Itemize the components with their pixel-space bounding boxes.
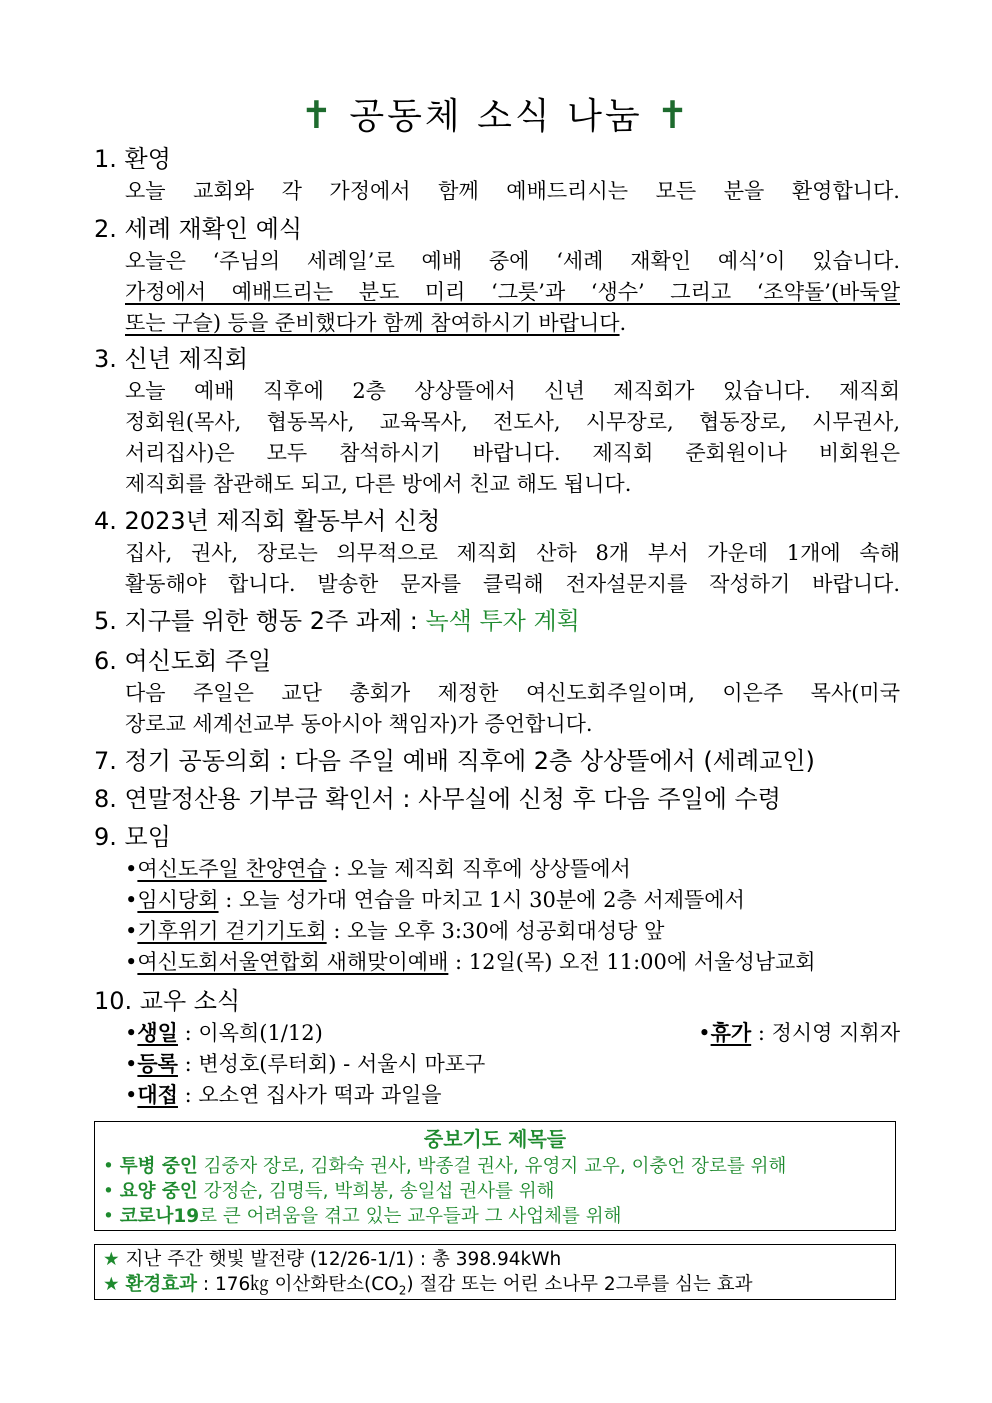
section-heading: 1. 환영 xyxy=(94,145,171,173)
meeting-name: 여신도주일 찬양연습 xyxy=(137,857,327,881)
section-body-line xyxy=(94,308,900,339)
meeting-detail: : 오늘 성가대 연습을 마치고 1시 30분에 2층 서제뜰에서 xyxy=(218,888,745,912)
prayer-box xyxy=(94,1121,896,1231)
section-heading xyxy=(94,604,900,638)
solar-text: ) 절감 또는 어린 소나무 2그루를 심는 효과 xyxy=(406,1274,753,1295)
vacation-item: •휴가 : 정시영 지휘자 xyxy=(698,1021,900,1045)
section-welcome xyxy=(94,142,900,207)
meeting-name: 임시당회 xyxy=(137,888,219,912)
section-donation-receipt xyxy=(94,782,900,816)
prayer-item-text: 로 큰 어려움을 겪고 있는 교우들과 그 사업체를 위해 xyxy=(199,1206,622,1227)
section-heading: 9. 모임 xyxy=(94,823,171,851)
meeting-item: •여신도주일 찬양연습 : 오늘 제직회 직후에 상상뜰에서 xyxy=(125,857,631,881)
prayer-item: • 요양 중인 강정순, 김명득, 박희봉, 송일섭 권사를 위해 xyxy=(103,1181,555,1202)
subscript: 2 xyxy=(398,1283,407,1298)
page-title xyxy=(0,88,992,139)
section-body-line: 정회원(목사, 협동목사, 교육목사, 전도사, 시무장로, 협동장로, 시무권사, xyxy=(125,410,900,434)
news-label: 등록 xyxy=(137,1052,178,1076)
page-title-text: 공동체 소식 나눔 xyxy=(349,96,643,137)
section-council xyxy=(94,342,900,500)
prayer-item-label: 투병 중인 xyxy=(119,1156,198,1177)
news-detail: : 정시영 지휘자 xyxy=(751,1021,900,1045)
prayer-title: 중보기도 제목들 xyxy=(423,1127,567,1151)
member-news-item: •등록 : 변성호(루터회) - 서울시 마포구 xyxy=(125,1052,486,1076)
section-baptism xyxy=(94,212,900,339)
section-women-sunday xyxy=(94,644,900,740)
prayer-item: • 투병 중인 김중자 장로, 김화숙 권사, 박종걸 권사, 유영지 교우, 이충언 장로를 위해 xyxy=(103,1156,787,1177)
meeting-detail: : 오늘 오후 3:30에 성공회대성당 앞 xyxy=(326,919,665,943)
meeting-detail: : 12일(목) 오전 11:00에 서울성남교회 xyxy=(448,950,816,974)
solar-line xyxy=(103,1247,887,1272)
section-body-line: 다음 주일은 교단 총회가 제정한 여신도회주일이며, 이은주 목사(미국 xyxy=(125,681,900,705)
star-icon: ★ xyxy=(103,1274,120,1295)
prayer-item-label: 요양 중인 xyxy=(119,1181,198,1202)
meeting-item: •여신도회서울연합회 새해맞이예배 : 12일(목) 오전 11:00에 서울성남교회 xyxy=(125,950,816,974)
member-news-item: •생일 : 이옥희(1/12) •휴가 : 정시영 지휘자 xyxy=(94,1018,900,1049)
solar-label: 환경효과 xyxy=(125,1274,197,1295)
member-news-item: •대접 : 오소연 집사가 떡과 과일을 xyxy=(125,1083,442,1107)
underlined-text: 또는 구슬) 등을 준비했다가 함께 참여하시기 바랍니다 xyxy=(125,311,620,335)
period: . xyxy=(619,311,627,335)
section-member-news xyxy=(94,984,900,1111)
section-body-line: 오늘 예배 직후에 2층 상상뜰에서 신년 제직회가 있습니다. 제직회 xyxy=(125,379,900,403)
news-detail: : 이옥희(1/12) xyxy=(177,1021,323,1045)
section-heading: 6. 여신도회 주일 xyxy=(94,647,272,675)
heading-text: 5. 지구를 위한 행동 2주 과제 : xyxy=(94,607,426,635)
news-detail: : 오소연 집사가 떡과 과일을 xyxy=(177,1083,442,1107)
cross-icon: ✝ xyxy=(300,93,336,137)
news-label: 대접 xyxy=(137,1083,178,1107)
section-body-line: 장로교 세계선교부 동아시아 책임자)가 증언합니다. xyxy=(125,712,593,736)
news-detail: : 변성호(루터회) - 서울시 마포구 xyxy=(177,1052,486,1076)
cross-icon: ✝ xyxy=(656,93,692,137)
news-label: 휴가 xyxy=(710,1021,752,1045)
section-body-line: 제직회를 참관해도 되고, 다른 방에서 친교 해도 됩니다. xyxy=(125,472,632,496)
section-body-line-underlined: 가정에서 예배드리는 분도 미리 ‘그릇’과 ‘생수’ 그리고 ‘조약돌’(바둑알 xyxy=(125,280,900,304)
meeting-item: •임시당회 : 오늘 성가대 연습을 마치고 1시 30분에 2층 서제뜰에서 xyxy=(125,888,745,912)
prayer-item-text: 김중자 장로, 김화숙 권사, 박종걸 권사, 유영지 교우, 이충언 장로를 위해 xyxy=(197,1156,787,1177)
green-highlight: 녹색 투자 계획 xyxy=(425,607,580,635)
prayer-item: • 코로나19로 큰 어려움을 겪고 있는 교우들과 그 사업체를 위해 xyxy=(103,1206,622,1227)
section-heading: 2. 세례 재확인 예식 xyxy=(94,215,303,243)
solar-box xyxy=(94,1244,896,1300)
meeting-item: •기후위기 걷기기도회 : 오늘 오후 3:30에 성공회대성당 앞 xyxy=(125,919,665,943)
section-heading: 8. 연말정산용 기부금 확인서 : 사무실에 신청 후 다음 주일에 수령 xyxy=(94,785,781,813)
section-earth-action xyxy=(94,604,900,638)
section-body-line: 오늘은 ‘주님의 세례일’로 예배 중에 ‘세례 재확인 예식’이 있습니다. xyxy=(125,249,900,273)
solar-text: : 176㎏ 이산화탄소(CO xyxy=(196,1274,399,1295)
prayer-item-label: 코로나19 xyxy=(119,1206,200,1227)
meeting-detail: : 오늘 제직회 직후에 상상뜰에서 xyxy=(326,857,631,881)
section-body-line: 서리집사)은 모두 참석하시기 바랍니다. 제직회 준회원이나 비회원은 xyxy=(125,441,900,465)
section-body: 오늘 교회와 각 가정에서 함께 예배드리시는 모든 분을 환영합니다. xyxy=(125,179,900,203)
section-heading: 4. 2023년 제직회 활동부서 신청 xyxy=(94,507,441,535)
section-body-line: 활동해야 합니다. 발송한 문자를 클릭해 전자설문지를 작성하기 바랍니다. xyxy=(125,572,900,596)
solar-line xyxy=(103,1272,887,1304)
star-icon: ★ xyxy=(103,1249,120,1270)
section-heading: 10. 교우 소식 xyxy=(94,987,241,1015)
section-assembly xyxy=(94,744,900,778)
solar-text: 지난 주간 햇빛 발전량 (12/26-1/1) : 총 398.94kWh xyxy=(119,1249,562,1270)
meeting-name: 여신도회서울연합회 새해맞이예배 xyxy=(137,950,449,974)
section-heading: 3. 신년 제직회 xyxy=(94,345,249,373)
section-dept-signup xyxy=(94,504,900,600)
news-label: 생일 xyxy=(137,1021,178,1045)
section-heading: 7. 정기 공동의회 : 다음 주일 예배 직후에 2층 상상뜰에서 (세례교인) xyxy=(94,747,815,775)
meeting-name: 기후위기 걷기기도회 xyxy=(137,919,327,943)
section-meetings xyxy=(94,820,900,978)
prayer-item-text: 강정순, 김명득, 박희봉, 송일섭 권사를 위해 xyxy=(197,1181,555,1202)
section-body-line: 집사, 권사, 장로는 의무적으로 제직회 산하 8개 부서 가운데 1개에 속해 xyxy=(125,541,900,565)
